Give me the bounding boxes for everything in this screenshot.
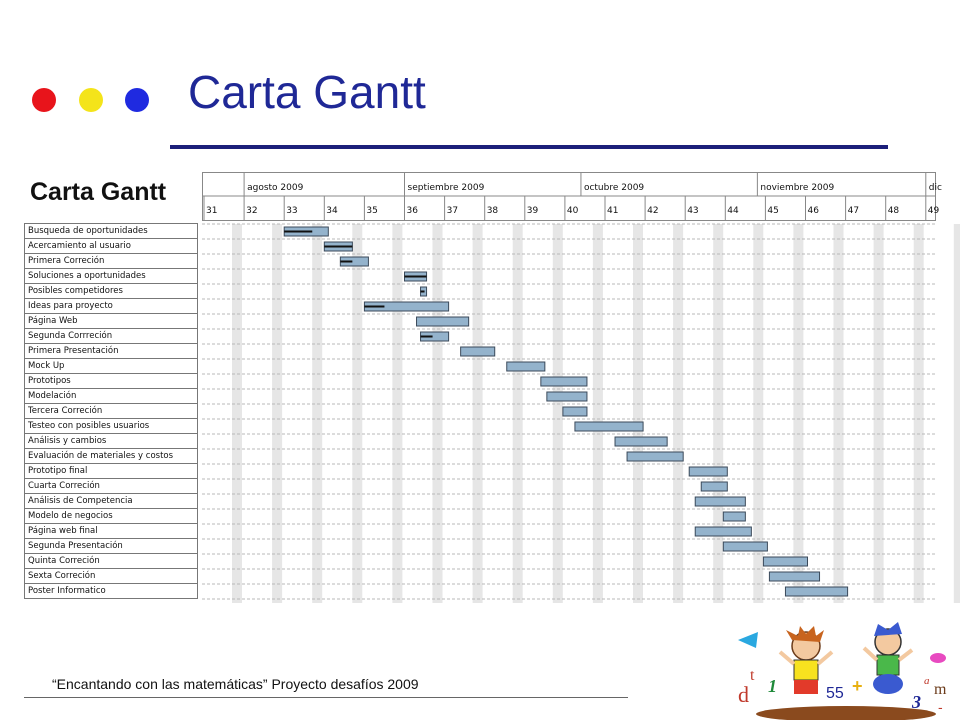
svg-text:+: + xyxy=(852,676,863,696)
weekend-stripe xyxy=(713,224,723,603)
week-label: 40 xyxy=(566,206,579,216)
weekend-stripe xyxy=(433,224,443,603)
task-bar xyxy=(547,392,587,401)
weekend-stripe xyxy=(834,224,844,603)
task-row: Busqueda de oportunidades xyxy=(24,224,198,239)
task-bar xyxy=(701,482,727,491)
red-dot xyxy=(32,88,56,112)
weekend-stripe xyxy=(553,224,563,603)
task-row: Posibles competidores xyxy=(24,284,198,299)
blue-dot xyxy=(125,88,149,112)
task-row: Acercamiento al usuario xyxy=(24,239,198,254)
week-label: 32 xyxy=(246,206,258,216)
week-label: 37 xyxy=(446,206,459,216)
week-label: 38 xyxy=(486,206,499,216)
task-bar xyxy=(769,572,819,581)
week-label: 35 xyxy=(366,206,378,216)
svg-text:55: 55 xyxy=(826,685,844,702)
month-label: septiembre 2009 xyxy=(407,183,485,193)
task-progress xyxy=(405,276,427,278)
task-row: Modelo de negocios xyxy=(24,509,198,524)
weekend-stripe xyxy=(513,224,523,603)
task-row: Prototipo final xyxy=(24,464,198,479)
weekend-stripe xyxy=(473,224,483,603)
month-label: octubre 2009 xyxy=(583,183,645,193)
task-row: Tercera Correción xyxy=(24,404,198,419)
title-underline xyxy=(170,145,888,149)
task-bar xyxy=(763,557,807,566)
gantt-heading: Carta Gantt xyxy=(30,178,167,206)
week-label: 36 xyxy=(406,206,418,216)
weekend-stripe xyxy=(272,224,282,603)
svg-text:m: m xyxy=(934,681,947,698)
task-bar xyxy=(507,362,545,371)
week-label: 34 xyxy=(326,206,338,216)
weekend-stripe xyxy=(914,224,924,603)
weekend-stripe xyxy=(954,224,960,603)
task-row: Sexta Correción xyxy=(24,569,198,584)
task-row: Segunda Corrreción xyxy=(24,329,198,344)
task-row: Página Web xyxy=(24,314,198,329)
task-row: Ideas para proyecto xyxy=(24,299,198,314)
task-row: Evaluación de materiales y costos xyxy=(24,449,198,464)
month-label: dic xyxy=(928,183,942,193)
task-bar xyxy=(461,347,495,356)
svg-text:1: 1 xyxy=(768,676,777,696)
footer-rule xyxy=(24,697,628,698)
gantt-chart xyxy=(202,172,942,600)
task-bar xyxy=(723,542,767,551)
month-label: noviembre 2009 xyxy=(760,183,835,193)
week-label: 42 xyxy=(647,206,659,216)
task-row: Segunda Presentación xyxy=(24,539,198,554)
task-row: Poster Informatico xyxy=(24,584,198,599)
weekend-stripe xyxy=(392,224,402,603)
task-bar xyxy=(695,497,745,506)
task-progress xyxy=(421,336,433,338)
week-label: 39 xyxy=(526,206,539,216)
task-progress xyxy=(324,246,352,248)
task-progress xyxy=(421,291,425,293)
task-bar xyxy=(615,437,667,446)
week-label: 31 xyxy=(206,206,218,216)
weekend-stripe xyxy=(232,224,242,603)
task-bar xyxy=(627,452,683,461)
week-label: 47 xyxy=(847,206,860,216)
weekend-stripe xyxy=(593,224,603,603)
week-label: 49 xyxy=(927,206,940,216)
week-label: 41 xyxy=(607,206,619,216)
weekend-stripe xyxy=(352,224,362,603)
task-progress xyxy=(340,261,352,263)
week-label: 48 xyxy=(887,206,900,216)
week-label: 45 xyxy=(767,206,779,216)
math-kids-logo xyxy=(728,618,954,718)
task-bar xyxy=(785,587,847,596)
svg-text:t: t xyxy=(750,667,755,684)
task-list xyxy=(24,223,198,599)
month-label: agosto 2009 xyxy=(247,183,304,193)
svg-text:3: 3 xyxy=(912,692,921,712)
task-row: Prototipos xyxy=(24,374,198,389)
task-row: Primera Correción xyxy=(24,254,198,269)
task-row: Análisis y cambios xyxy=(24,434,198,449)
task-row: Análisis de Competencia xyxy=(24,494,198,509)
task-bar xyxy=(417,317,469,326)
task-bar xyxy=(695,527,751,536)
yellow-dot xyxy=(79,88,103,112)
weekend-stripe xyxy=(673,224,683,603)
footer-text: “Encantando con las matemáticas” Proyecto desafíos 2009 xyxy=(52,676,419,692)
task-row: Quinta Correción xyxy=(24,554,198,569)
task-progress xyxy=(364,306,384,308)
task-row: Primera Presentación xyxy=(24,344,198,359)
weekend-stripe xyxy=(312,224,322,603)
task-bar xyxy=(563,407,587,416)
task-row: Modelación xyxy=(24,389,198,404)
weekend-stripe xyxy=(793,224,803,603)
svg-text:d: d xyxy=(738,682,749,707)
task-row: Cuarta Correción xyxy=(24,479,198,494)
slide-title: Carta Gantt xyxy=(188,66,426,118)
task-bar xyxy=(541,377,587,386)
task-bar xyxy=(575,422,643,431)
weekend-stripe xyxy=(633,224,643,603)
task-row: Soluciones a oportunidades xyxy=(24,269,198,284)
svg-text:-: - xyxy=(938,699,943,715)
task-progress xyxy=(284,231,312,233)
task-bar xyxy=(723,512,745,521)
task-row: Mock Up xyxy=(24,359,198,374)
weekend-stripe xyxy=(874,224,884,603)
task-row: Testeo con posibles usuarios xyxy=(24,419,198,434)
week-label: 43 xyxy=(687,206,699,216)
svg-text:a: a xyxy=(924,675,930,687)
task-row: Página web final xyxy=(24,524,198,539)
week-label: 44 xyxy=(727,206,739,216)
week-label: 46 xyxy=(807,206,819,216)
week-label: 33 xyxy=(286,206,298,216)
task-bar xyxy=(689,467,727,476)
